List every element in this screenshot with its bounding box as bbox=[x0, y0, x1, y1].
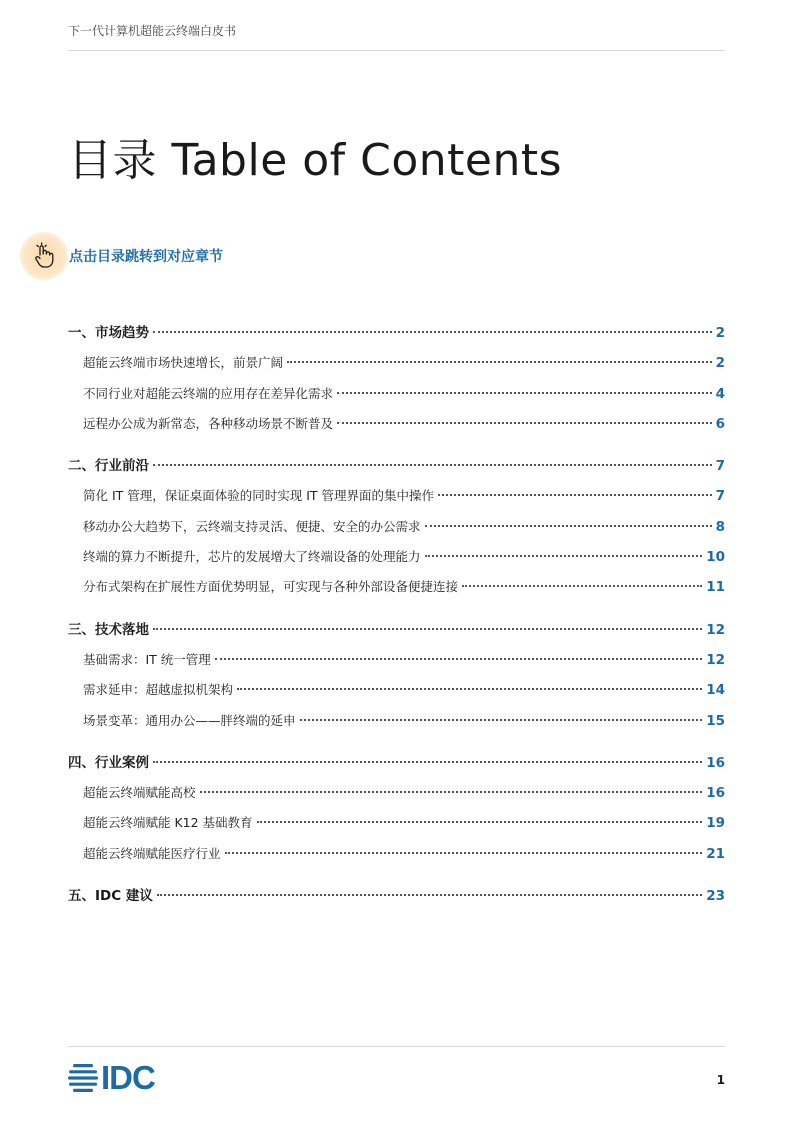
dot-leader bbox=[337, 422, 712, 424]
dot-leader bbox=[300, 719, 703, 721]
pointing-hand-icon bbox=[20, 232, 68, 280]
toc-section-link[interactable] bbox=[68, 451, 725, 481]
toc-page-number: 16 bbox=[706, 754, 725, 771]
toc-subsection-link[interactable] bbox=[68, 379, 725, 409]
toc-page-number: 7 bbox=[715, 458, 725, 475]
dot-leader bbox=[287, 361, 712, 363]
toc-page-number: 15 bbox=[706, 712, 725, 729]
toc-section-link[interactable] bbox=[68, 615, 725, 645]
dot-leader bbox=[153, 331, 712, 333]
toc-entry-label: 需求延申：超越虚拟机架构 bbox=[83, 682, 234, 698]
toc-subsection-link[interactable] bbox=[68, 409, 725, 439]
toc-entry-label: 二、行业前沿 bbox=[68, 458, 149, 475]
toc-entry-label: 超能云终端赋能 K12 基础教育 bbox=[83, 815, 253, 831]
toc-page-number: 4 bbox=[715, 385, 725, 402]
toc-entry-label: 移动办公大趋势下，云终端支持灵活、便捷、安全的办公需求 bbox=[83, 518, 421, 534]
toc-subsection-link[interactable] bbox=[68, 481, 725, 511]
toc-entry-label: 终端的算力不断提升，芯片的发展增大了终端设备的处理能力 bbox=[83, 549, 421, 565]
toc-hint bbox=[20, 232, 223, 280]
toc-page-number: 23 bbox=[706, 888, 725, 905]
dot-leader bbox=[337, 392, 712, 394]
globe-stripes-icon bbox=[68, 1064, 98, 1092]
dot-leader bbox=[157, 894, 702, 896]
toc-entry-label: 简化 IT 管理，保证桌面体验的同时实现 IT 管理界面的集中操作 bbox=[83, 488, 435, 504]
toc-subsection-link[interactable] bbox=[68, 706, 725, 736]
toc-entry-label: 分布式架构在扩展性方面优势明显，可实现与各种外部设备便捷连接 bbox=[83, 579, 459, 595]
toc-entry-label: 三、技术落地 bbox=[68, 621, 149, 638]
toc-entry-label: 不同行业对超能云终端的应用存在差异化需求 bbox=[83, 385, 334, 401]
dot-leader bbox=[425, 525, 712, 527]
toc-page-number: 11 bbox=[706, 579, 725, 596]
toc-subsection-link[interactable] bbox=[68, 512, 725, 542]
dot-leader bbox=[425, 555, 703, 557]
toc-entry-label: 远程办公成为新常态，各种移动场景不断普及 bbox=[83, 415, 334, 431]
toc-subsection-link[interactable] bbox=[68, 675, 725, 705]
dot-leader bbox=[153, 464, 712, 466]
toc-page-number: 6 bbox=[715, 415, 725, 432]
footer-divider bbox=[68, 1046, 725, 1047]
toc-entry-label: 四、行业案例 bbox=[68, 754, 149, 771]
dot-leader bbox=[153, 761, 702, 763]
dot-leader bbox=[237, 688, 702, 690]
toc-subsection-link[interactable] bbox=[68, 645, 725, 675]
toc-subsection-link[interactable] bbox=[68, 572, 725, 602]
toc-page-number: 7 bbox=[715, 488, 725, 505]
toc-page-number: 8 bbox=[715, 518, 725, 535]
toc-section-link[interactable] bbox=[68, 748, 725, 778]
toc-subsection-link[interactable] bbox=[68, 839, 725, 869]
toc-page-number: 16 bbox=[706, 785, 725, 802]
toc-entry-label: 超能云终端市场快速增长，前景广阔 bbox=[83, 355, 284, 371]
toc-entry-label: 五、IDC 建议 bbox=[68, 888, 153, 905]
toc-subsection-link[interactable] bbox=[68, 542, 725, 572]
dot-leader bbox=[462, 585, 702, 587]
toc-page-number: 14 bbox=[706, 682, 725, 699]
toc-page-number: 2 bbox=[715, 355, 725, 372]
header-divider bbox=[68, 50, 725, 51]
toc-page-number: 21 bbox=[706, 845, 725, 862]
toc-page-number: 19 bbox=[706, 815, 725, 832]
idc-logo bbox=[68, 1059, 155, 1096]
dot-leader bbox=[153, 628, 702, 630]
toc-section-link[interactable] bbox=[68, 881, 725, 911]
dot-leader bbox=[438, 494, 712, 496]
page-number: 1 bbox=[716, 1073, 725, 1087]
idc-logo-text: IDC bbox=[101, 1059, 155, 1096]
toc-entry-label: 场景变革：通用办公——胖终端的延申 bbox=[83, 712, 296, 728]
toc-subsection-link[interactable] bbox=[68, 348, 725, 378]
toc-entry-label: 超能云终端赋能高校 bbox=[83, 785, 196, 801]
dot-leader bbox=[257, 821, 703, 823]
dot-leader bbox=[225, 852, 703, 854]
toc-subsection-link[interactable] bbox=[68, 808, 725, 838]
dot-leader bbox=[215, 658, 702, 660]
toc-hint-text: 点击目录跳转到对应章节 bbox=[69, 249, 223, 265]
toc-page-number: 10 bbox=[706, 549, 725, 566]
toc-entry-label: 超能云终端赋能医疗行业 bbox=[83, 845, 221, 861]
toc-entry-label: 基础需求：IT 统一管理 bbox=[83, 651, 211, 667]
toc-page-number: 12 bbox=[706, 651, 725, 668]
toc-subsection-link[interactable] bbox=[68, 778, 725, 808]
toc-entry-label: 一、市场趋势 bbox=[68, 325, 149, 341]
running-header: 下一代计算机超能云终端白皮书 bbox=[68, 24, 237, 38]
page-title: 目录 Table of Contents bbox=[68, 135, 563, 186]
toc-page-number: 12 bbox=[706, 621, 725, 638]
dot-leader bbox=[200, 791, 703, 793]
toc-section-link[interactable] bbox=[68, 318, 725, 348]
table-of-contents bbox=[68, 318, 725, 911]
toc-page-number: 2 bbox=[715, 325, 725, 341]
